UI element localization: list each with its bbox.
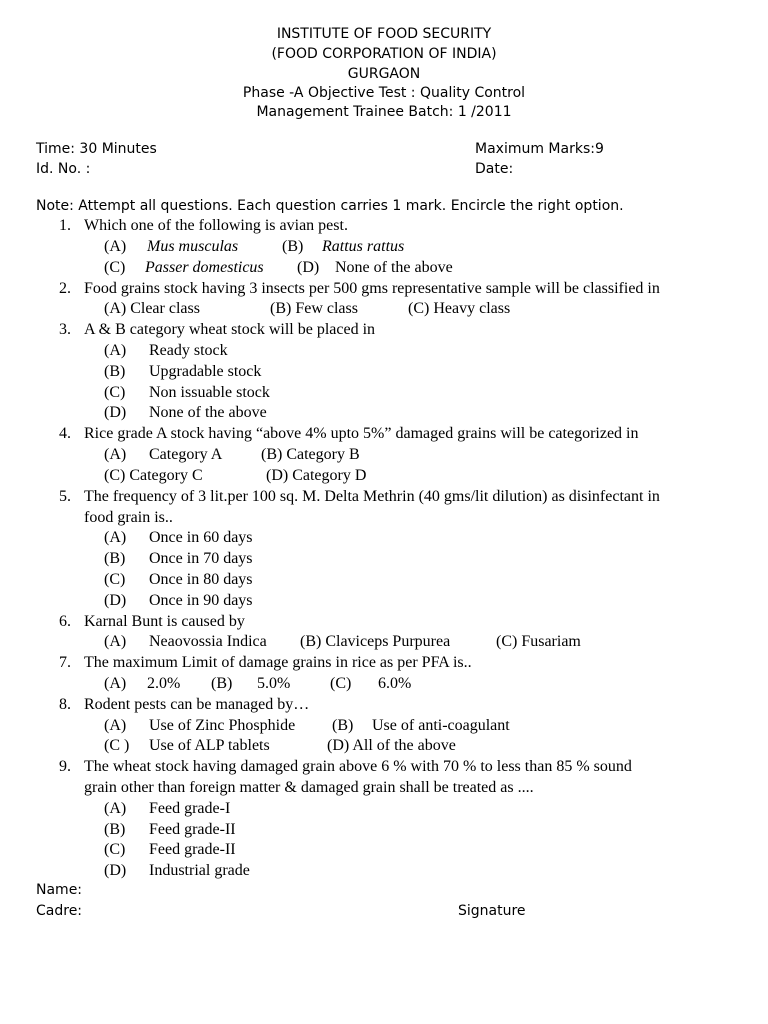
id-no-label: Id. No. : (36, 161, 91, 177)
option-text: Once in 60 days (149, 529, 253, 546)
question-text: The wheat stock having damaged grain above 6 % with 70 % to less than 85 % sound (84, 758, 632, 775)
signature-label: Signature (458, 903, 526, 919)
option-text: 2.0% (147, 675, 181, 692)
question-text: Food grains stock having 3 insects per 500 gms representative sample will be classified in (84, 280, 660, 297)
option-label: (B) (332, 717, 354, 734)
option-text: Mus musculas (147, 238, 239, 255)
organization-name: (FOOD CORPORATION OF INDIA) (271, 46, 497, 62)
option-label: (B) (104, 821, 126, 838)
question-text: A & B category wheat stock will be placed in (84, 321, 376, 338)
question-text: Karnal Bunt is caused by (84, 613, 245, 630)
institute-title: INSTITUTE OF FOOD SECURITY (276, 26, 492, 42)
option-text: None of the above (149, 404, 267, 421)
option-text: (A) Clear class (104, 300, 200, 317)
option-text: None of the above (335, 259, 453, 276)
question-number: 7. (59, 654, 71, 671)
option-label: (A) (104, 675, 127, 692)
option-label: (B) (104, 550, 126, 567)
cadre-label: Cadre: (36, 903, 83, 919)
option-label: (C) (104, 384, 126, 401)
option-text: Category A (149, 446, 223, 463)
option-text: Ready stock (149, 342, 228, 359)
question-number: 5. (59, 488, 71, 505)
option-label: (A) (104, 342, 127, 359)
option-text: Once in 70 days (149, 550, 253, 567)
option-label: (B) (104, 363, 126, 380)
option-label: (A) (104, 717, 127, 734)
option-label: (A) (104, 633, 127, 650)
option-text: (B) Category B (261, 446, 360, 463)
option-text: Feed grade-II (149, 841, 236, 858)
option-text: Upgradable stock (149, 363, 262, 380)
test-title: Phase -A Objective Test : Quality Control (242, 85, 526, 101)
option-text: Use of Zinc Phosphide (149, 717, 296, 734)
option-text: (C) Category C (104, 467, 203, 484)
question-text-continued: grain other than foreign matter & damaged grain shall be treated as .... (84, 779, 534, 796)
option-label: (D) (297, 259, 320, 276)
option-text: Industrial grade (149, 862, 250, 879)
option-text: Rattus rattus (322, 238, 405, 255)
question-number: 8. (59, 696, 71, 713)
name-label: Name: (36, 882, 83, 898)
question-number: 1. (59, 217, 71, 234)
question-number: 3. (59, 321, 71, 338)
option-text: 6.0% (378, 675, 412, 692)
question-text: Rice grade A stock having “above 4% upto 5%” damaged grains will be categorized in (84, 425, 639, 442)
option-text: Feed grade-I (149, 800, 231, 817)
option-label: (C) (104, 571, 126, 588)
option-label: (D) (104, 862, 127, 879)
option-text: Non issuable stock (149, 384, 270, 401)
option-text: (D) Category D (266, 467, 367, 484)
max-marks-label: Maximum Marks:9 (475, 141, 604, 157)
question-number: 9. (59, 758, 71, 775)
question-number: 4. (59, 425, 71, 442)
option-label: (B) (282, 238, 304, 255)
batch-line: Management Trainee Batch: 1 /2011 (256, 104, 512, 120)
option-text: (B) Few class (270, 300, 358, 317)
instructions-note: Note: Attempt all questions. Each question carries 1 mark. Encircle the right option. (36, 198, 624, 214)
option-text: Feed grade-II (149, 821, 236, 838)
option-text: Neaovossia Indica (149, 633, 267, 650)
option-text: 5.0% (257, 675, 291, 692)
question-number: 2. (59, 280, 71, 297)
option-text: (C) Fusariam (496, 633, 581, 650)
question-number: 6. (59, 613, 71, 630)
question-text: Which one of the following is avian pest. (84, 217, 348, 234)
option-text: Passer domesticus (145, 259, 264, 276)
option-label: (A) (104, 238, 127, 255)
date-label: Date: (475, 161, 514, 177)
time-label: Time: 30 Minutes (36, 141, 157, 157)
option-text: Use of anti-coagulant (372, 717, 510, 734)
option-label: (C) (104, 841, 126, 858)
option-label: (D) (104, 592, 127, 609)
location: GURGAON (347, 66, 421, 82)
option-text: (D) All of the above (327, 737, 456, 754)
option-text: Once in 90 days (149, 592, 253, 609)
option-label: (C) (330, 675, 352, 692)
option-label: (A) (104, 446, 127, 463)
option-text: Use of ALP tablets (149, 737, 270, 754)
option-text: (C) Heavy class (408, 300, 511, 317)
option-label: (B) (211, 675, 233, 692)
question-text-continued: food grain is.. (84, 509, 173, 526)
option-text: Once in 80 days (149, 571, 253, 588)
question-text: The frequency of 3 lit.per 100 sq. M. Delta Methrin (40 gms/lit dilution) as disinfectant in (84, 488, 660, 505)
option-label: (C) (104, 259, 126, 276)
question-text: Rodent pests can be managed by… (84, 696, 310, 713)
option-label: (C ) (104, 737, 130, 754)
option-label: (D) (104, 404, 127, 421)
option-text: (B) Claviceps Purpurea (300, 633, 451, 650)
option-label: (A) (104, 529, 127, 546)
option-label: (A) (104, 800, 127, 817)
question-text: The maximum Limit of damage grains in rice as per PFA is.. (84, 654, 472, 671)
